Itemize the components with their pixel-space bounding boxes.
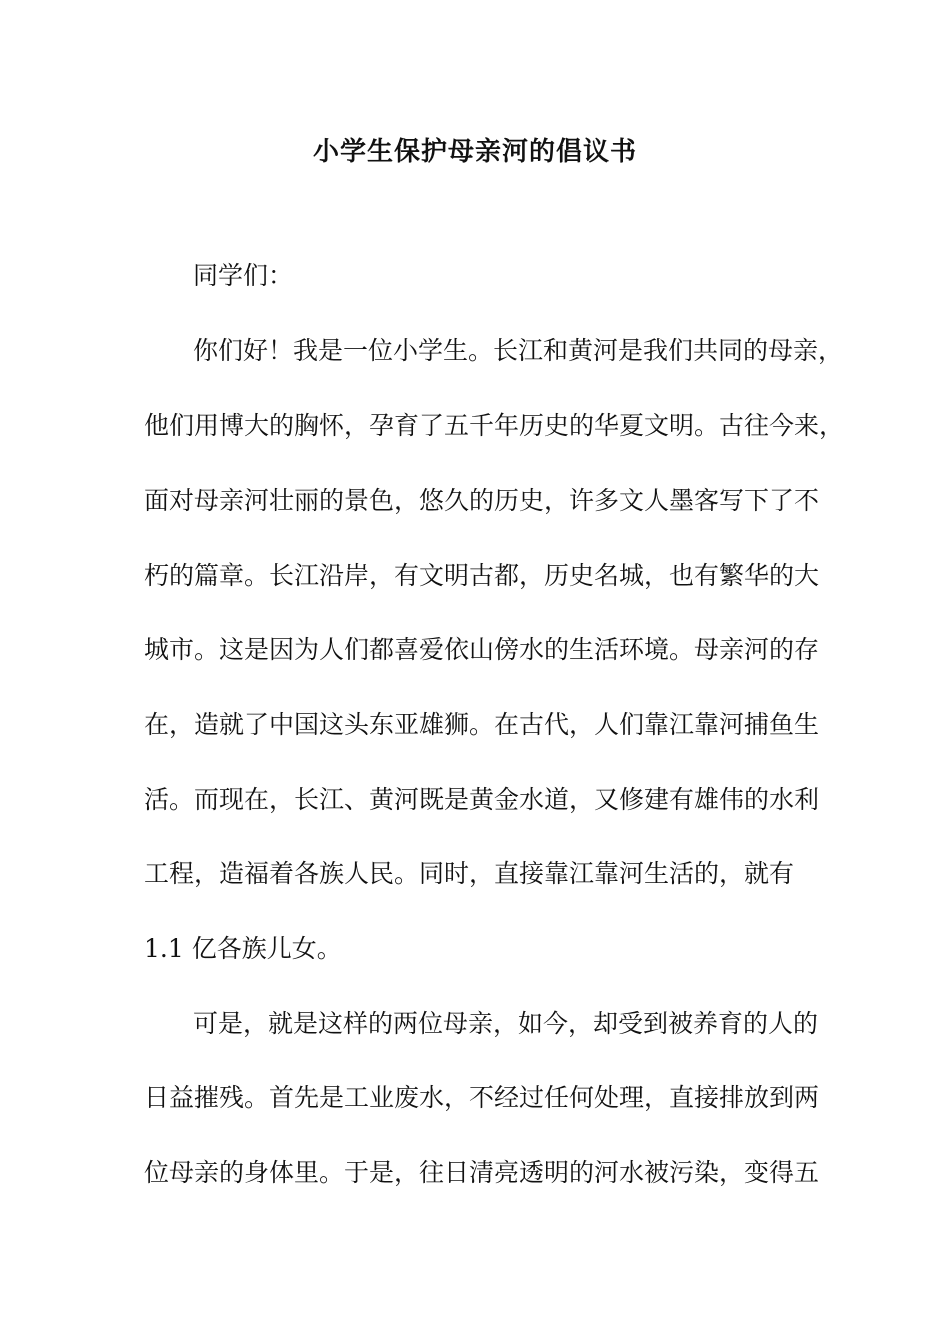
paragraph-1-line-6: 在，造就了中国这头东亚雄狮。在古代，人们靠江靠河捕鱼生 xyxy=(144,710,820,739)
paragraph-2-line-1: 可是，就是这样的两位母亲，如今，却受到被养育的人的 xyxy=(193,1009,819,1038)
paragraph-1-line-8: 工程，造福着各族人民。同时，直接靠江靠河生活的，就有 xyxy=(144,859,795,888)
paragraph-1-line-2: 他们用博大的胸怀，孕育了五千年历史的华夏文明。古往今来， xyxy=(144,411,845,440)
salutation: 同学们： xyxy=(193,261,294,290)
paragraph-1-line-5: 城市。这是因为人们都喜爱依山傍水的生活环境。母亲河的存 xyxy=(144,635,820,664)
paragraph-2-line-3: 位母亲的身体里。于是，往日清亮透明的河水被污染，变得五 xyxy=(144,1158,820,1187)
paragraph-2-line-2: 日益摧残。首先是工业废水，不经过任何处理，直接排放到两 xyxy=(144,1083,820,1112)
paragraph-1-line-4: 朽的篇章。长江沿岸，有文明古都，历史名城，也有繁华的大 xyxy=(144,561,820,590)
paragraph-1-line-1: 你们好！我是一位小学生。长江和黄河是我们共同的母亲， xyxy=(193,336,844,365)
paragraph-1-line-9: 1.1 亿各族儿女。 xyxy=(144,934,342,963)
paragraph-1-line-7: 活。而现在，长江、黄河既是黄金水道，又修建有雄伟的水利 xyxy=(144,785,820,814)
paragraph-1-line-3: 面对母亲河壮丽的景色，悠久的历史，许多文人墨客写下了不 xyxy=(144,486,820,515)
document-title: 小学生保护母亲河的倡议书 xyxy=(312,137,637,167)
